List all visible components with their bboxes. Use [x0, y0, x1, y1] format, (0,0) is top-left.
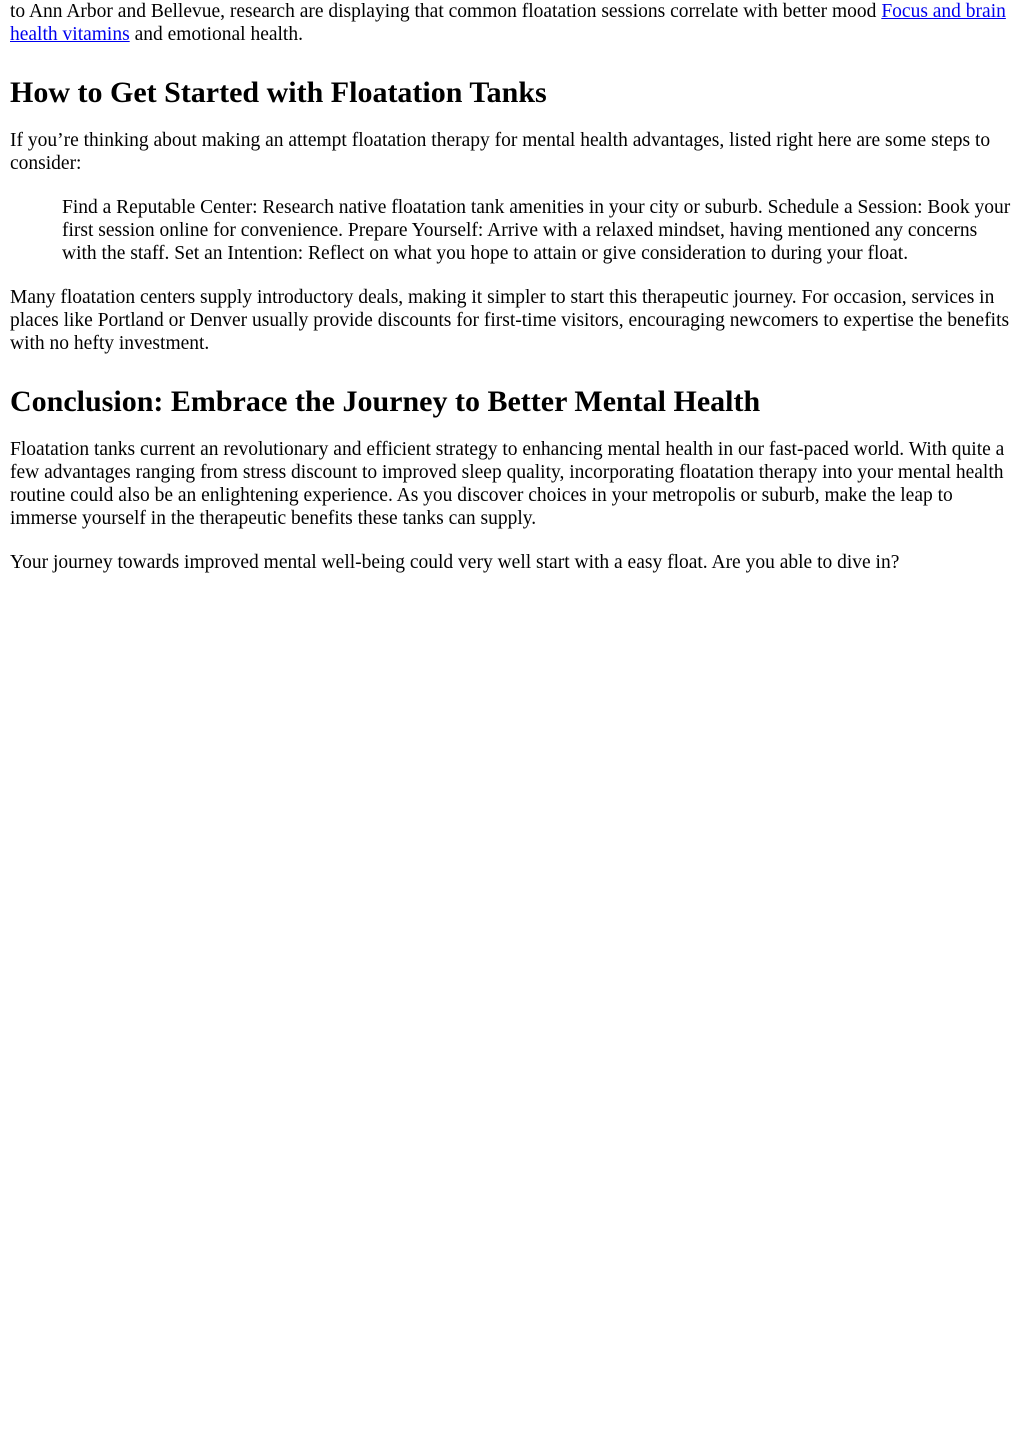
intro-paragraph [10, 0, 1014, 46]
conclusion-heading: Conclusion: Embrace the Journey to Better Mental Health [10, 385, 761, 418]
conclusion-paragraph-1: Floatation tanks current an revolutionary and efficient strategy to enhancing mental health in our fast-paced world. With quite a few advantages ranging from stress discount to improved sleep quality, incorporating floatation therapy into your mental health routine could also be an enlightening experience. As you discover choices in your metropolis or suburb, make the leap to immerse yourself in the therapeutic benefits these tanks can supply. [10, 439, 1005, 529]
conclusion-paragraph-2: Your journey towards improved mental well-being could very well start with a easy float. Are you able to dive in? [10, 552, 900, 573]
getting-started-heading: How to Get Started with Floatation Tanks [10, 76, 547, 109]
getting-started-paragraph-1: If you’re thinking about making an attempt floatation therapy for mental health advantages, listed right here are some steps to consider: [10, 130, 991, 174]
article-body [0, 0, 1024, 574]
intro-text-before-link: to Ann Arbor and Bellevue, research are displaying that common floatation sessions correlate with better mood [10, 1, 882, 22]
vitamins-link[interactable]: Focus and brain health vitamins [10, 1, 1006, 45]
steps-blockquote: Find a Reputable Center: Research native floatation tank amenities in your city or suburb. Schedule a Session: Book your first session online for convenience. Prepare Yourself: Arrive with a relaxed mindset, having mentioned any concerns with the staff. Set an Intention: Reflect on what you hope to attain or give consideration to during your float. [62, 197, 1011, 264]
getting-started-paragraph-2: Many floatation centers supply introductory deals, making it simpler to start this therapeutic journey. For occasion, services in places like Portland or Denver usually provide discounts for first-time visitors, encouraging newcomers to expertise the benefits with no hefty investment. [10, 287, 1010, 354]
intro-text-after-link: and emotional health. [129, 24, 303, 45]
